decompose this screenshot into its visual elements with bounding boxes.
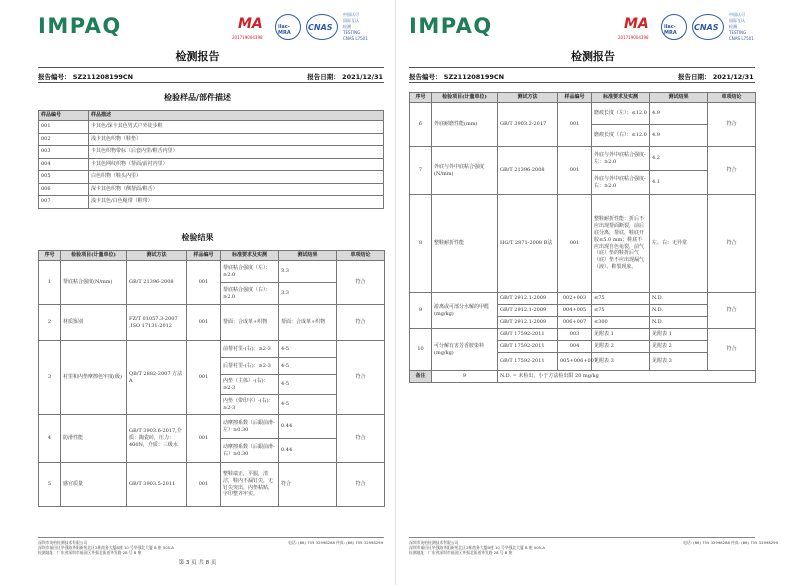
sample-cell: 004+005	[558, 305, 592, 317]
table-header-row	[39, 111, 384, 121]
requirement-cell: 内垫（带印字）-(右)：≥2-3	[221, 395, 279, 415]
table-row	[410, 103, 756, 125]
sample-no: 002	[39, 133, 89, 146]
conclusion-cell: 符合	[337, 463, 385, 507]
value-cell: 0.44	[279, 439, 337, 463]
column-header: 测试方法	[127, 251, 187, 261]
value-cell: 3.3	[279, 261, 337, 283]
value-cell: 见附表 3	[650, 353, 708, 371]
divider	[409, 82, 755, 83]
method-cell: GB/T 17592-2011	[498, 353, 558, 371]
sample-desc: 深卡其色织物（侧帮面/鞋舌）	[89, 183, 384, 196]
conclusion-cell: 符合	[708, 293, 756, 329]
sample-cell: 003	[558, 329, 592, 341]
sample-cell: 005+006+007	[558, 353, 592, 371]
footer-contact: 电话: (86) 755 32998288 传真: (86) 755 32998299	[683, 540, 778, 545]
seq-cell: 6	[410, 103, 432, 147]
table-row	[39, 121, 384, 134]
result-table	[38, 250, 385, 507]
sample-desc: 浅卡其色/白色绳带（鞋带）	[89, 196, 384, 209]
item-cell: 可分解有害芳香胺染料(mg/kg)	[432, 329, 498, 371]
item-cell: 衬里和内垫摩擦色牢度(级)	[61, 341, 127, 415]
table-row	[410, 147, 756, 171]
item-cell: 外底耐磨性能(mm)	[432, 103, 498, 147]
report-number: 报告编号： SZ211208199CN	[38, 73, 134, 81]
sample-no: 006	[39, 183, 89, 196]
requirement-cell: 内垫（主体）-(右)：≥2-3	[221, 375, 279, 395]
method-cell: GB/T 17592-2011	[498, 341, 558, 353]
value-cell: 4-5	[279, 341, 337, 358]
sample-table	[38, 110, 384, 209]
item-cell: 外底与外中底粘合强度(N/mm)	[432, 147, 498, 195]
footer-divider	[38, 537, 384, 538]
requirement-cell: 磨痕长度（右）：≤12.0	[592, 125, 650, 147]
divider	[38, 67, 384, 68]
column-header: 单项结论	[708, 93, 756, 103]
certification-marks	[232, 12, 368, 42]
column-header: 样品编号	[39, 111, 89, 121]
method-cell: GB/T 3903.6-2017,介质：陶瓷砖，压力：400N，介质：三级水	[127, 415, 187, 463]
page-title: 检测报告	[571, 50, 615, 63]
report-number: 报告编号： SZ211208199CN	[409, 73, 505, 81]
ma-cert-icon: MA 201719004398	[232, 16, 263, 40]
table-row	[39, 133, 384, 146]
table-row	[39, 415, 385, 439]
conclusion-cell: 符合	[337, 261, 385, 305]
requirement-cell: 后帮衬里-(右)：≥2-3	[221, 358, 279, 375]
sample-section-title: 检验样品/部件描述	[164, 92, 231, 102]
column-header: 样品描述	[89, 111, 384, 121]
column-header: 单项结论	[337, 251, 385, 261]
footer-contact: 电话: (86) 755 32998288 传真: (86) 755 32998299	[288, 540, 383, 545]
ilac-cert-icon: ilac-MRA	[661, 14, 687, 40]
seq-cell: 4	[39, 415, 61, 463]
requirement-cell: ≤75	[592, 305, 650, 317]
item-cell: 感官质量	[61, 463, 127, 507]
ilac-cert-icon: ilac-MRA	[275, 14, 301, 40]
ma-cert-icon: MA 201719004398	[618, 16, 649, 40]
requirement-cell: 见附表 1	[592, 329, 650, 341]
sample-cell: 006+007	[558, 317, 592, 329]
page-title: 检测报告	[175, 50, 220, 63]
requirement-cell: 动摩擦系数（后跟前滑-左）≥0.30	[221, 415, 279, 439]
certification-marks	[618, 12, 754, 42]
sample-no: 007	[39, 196, 89, 209]
report-date: 报告日期： 2021/12/31	[307, 73, 383, 81]
report-date: 报告日期： 2021/12/31	[678, 73, 754, 81]
sample-cell: 001	[187, 463, 221, 507]
method-cell: GB/T 2912.1-2009	[498, 293, 558, 305]
table-row	[39, 305, 385, 341]
method-cell: GB/T 3903.5-2011	[127, 463, 187, 507]
conclusion-cell: 符合	[337, 415, 385, 463]
sample-no: 005	[39, 171, 89, 184]
method-cell: GB/T 17592-2011	[498, 329, 558, 341]
impaq-logo: IMPAQ	[38, 14, 122, 38]
item-cell: 材质鉴别	[61, 305, 127, 341]
footer-address: 深圳市英柏检测技术有限公司 深圳市福田区华强路华阳新苑北区2栋商务大厦B座 10 号华强北大厦 B 座 505-A 检测地址：广东省深圳市福田区华强北街道华发路 28 号 B 座	[38, 540, 175, 556]
page-number: 第 3 页 共 8 页	[178, 560, 217, 566]
requirement-cell: 整鞋耐折性能：折后不应出现帮面断裂，前后底分离，帮底、鞋底开胶≤5.0 mm；鞋底不应出现自色龟裂，前气（底）垫的鞋折后气（底）垫不应出现漏气（液）、鞋裂现象。	[592, 195, 650, 293]
value-cell: 3.3	[279, 283, 337, 305]
requirement-cell: 外底与外中底粘合强度-左：≥2.0	[592, 147, 650, 171]
requirement-cell: 见附表 3	[592, 353, 650, 371]
method-cell: GB/T 2912.1-2009	[498, 305, 558, 317]
column-header: 测试结果	[650, 93, 708, 103]
item-cell: 整鞋耐折性能	[432, 195, 498, 293]
method-cell: HG/T 2871-2008 B法	[498, 195, 558, 293]
value-cell: 4.2	[650, 147, 708, 171]
conclusion-cell: 符合	[708, 147, 756, 195]
requirement-cell: 帮面：合成革+织物	[221, 305, 279, 341]
table-row	[39, 196, 384, 209]
divider	[38, 82, 384, 83]
requirement-cell: 帮底粘合强度（右）：≥2.0	[221, 283, 279, 305]
value-cell: 0.44	[279, 415, 337, 439]
value-cell: 见附表 1	[650, 329, 708, 341]
value-cell: 4-5	[279, 375, 337, 395]
sample-desc: 卡其色织物带标（后套内里/鞋舌内里）	[89, 146, 384, 159]
table-row	[410, 329, 756, 341]
column-header: 序号	[39, 251, 61, 261]
requirement-cell: 帮底粘合强度（左）：≥2.0	[221, 261, 279, 283]
note-seq: 9	[432, 371, 498, 383]
conclusion-cell: 符合	[337, 305, 385, 341]
seq-cell: 1	[39, 261, 61, 305]
seq-cell: 2	[39, 305, 61, 341]
sample-cell: 001	[187, 305, 221, 341]
sample-no: 004	[39, 158, 89, 171]
cnas-cert-icon: CNAS	[306, 14, 338, 40]
column-header: 样品编号	[558, 93, 592, 103]
column-header: 标准要求及实测	[221, 251, 279, 261]
seq-cell: 9	[410, 293, 432, 329]
table-header-row	[410, 93, 756, 103]
requirement-cell: ≤75	[592, 293, 650, 305]
column-header: 检验项目(计量单位)	[61, 251, 127, 261]
seq-cell: 7	[410, 147, 432, 195]
conclusion-cell: 符合	[708, 329, 756, 371]
sample-desc: 卡其色网纹织物（帮面/前衬内里）	[89, 158, 384, 171]
sample-desc: 浅卡其色织物（鞋垫）	[89, 133, 384, 146]
value-cell: 见附表 2	[650, 341, 708, 353]
footer-address: 深圳市英柏检测技术有限公司 深圳市福田区华强路华阳新苑北区2栋商务大厦B座 10 号华强北大厦 B 座 505-A 检测地址：广东省深圳市福田区华强北街道华发路 28 号 B 座	[409, 540, 546, 556]
cnas-cert-icon: CNAS	[692, 14, 724, 40]
method-cell: QB/T 2882-2007 方法A	[127, 341, 187, 415]
value-cell: N.D.	[650, 293, 708, 305]
sample-no: 003	[39, 146, 89, 159]
seq-cell: 5	[39, 463, 61, 507]
item-cell: 游离或可部分水解的甲醛(mg/kg)	[432, 293, 498, 329]
sample-cell: 001	[187, 415, 221, 463]
column-header: 序号	[410, 93, 432, 103]
table-row	[39, 183, 384, 196]
sample-cell: 004	[558, 341, 592, 353]
method-cell: GB/T 21396-2008	[127, 261, 187, 305]
item-cell: 帮底粘合强度(N/mm)	[61, 261, 127, 305]
cnas-caption: 中国认可 国际互认 检测 TESTING CNAS L7501	[729, 12, 754, 41]
sample-cell: 001	[558, 103, 592, 147]
sample-desc: 卡其色/深卡其色男式户外徒步鞋	[89, 121, 384, 134]
sample-cell: 001	[187, 261, 221, 305]
requirement-cell: 整鞋端正，平服，清洁，鞋内不漏钉尖，无钉尖突出，内垫粘贴，字印整齐牢实。	[221, 463, 279, 507]
value-cell: 4.9	[650, 103, 708, 125]
table-row	[39, 341, 385, 358]
method-cell: FZ/T 01057.3-2007 ,ISO 17131:2012	[127, 305, 187, 341]
conclusion-cell: 符合	[708, 103, 756, 147]
sample-cell: 002+003	[558, 293, 592, 305]
table-row	[39, 158, 384, 171]
requirement-cell: 前帮衬里-(右)：≥2-3	[221, 341, 279, 358]
requirement-cell: ≤300	[592, 317, 650, 329]
table-row	[410, 195, 756, 293]
value-cell: 符合	[279, 463, 337, 507]
sample-desc: 白色织物（鞋头内里）	[89, 171, 384, 184]
value-cell: 4-5	[279, 395, 337, 415]
value-cell: 左、右：无异常	[650, 195, 708, 293]
table-row	[39, 261, 385, 283]
note-row	[410, 371, 756, 383]
seq-cell: 10	[410, 329, 432, 371]
value-cell: 4.9	[650, 125, 708, 147]
column-header: 样品编号	[187, 251, 221, 261]
divider	[409, 67, 755, 68]
result-section-title: 检验结果	[181, 232, 214, 242]
table-row	[39, 463, 385, 507]
note-label: 备注	[410, 371, 432, 383]
method-cell: GB/T 3903.2-2017	[498, 103, 558, 147]
requirement-cell: 见附表 2	[592, 341, 650, 353]
table-row	[410, 293, 756, 305]
value-cell: 4-5	[279, 358, 337, 375]
seq-cell: 8	[410, 195, 432, 293]
column-header: 测试结果	[279, 251, 337, 261]
column-header: 检验项目(计量单位)	[432, 93, 498, 103]
sample-no: 001	[39, 121, 89, 134]
value-cell: N.D.	[650, 317, 708, 329]
method-cell: GB/T 21396-2008	[498, 147, 558, 195]
column-header: 测试方法	[498, 93, 558, 103]
value-cell: 帮面：合成革+织物	[279, 305, 337, 341]
table-row	[39, 171, 384, 184]
conclusion-cell: 符合	[337, 341, 385, 415]
item-cell: 防滑性能	[61, 415, 127, 463]
cnas-caption: 中国认可 国际互认 检测 TESTING CNAS L7501	[343, 12, 368, 41]
column-header: 标准要求及实测	[592, 93, 650, 103]
table-row	[39, 146, 384, 159]
sample-cell: 001	[187, 341, 221, 415]
footer-divider	[409, 537, 755, 538]
method-cell: GB/T 2912.1-2009	[498, 317, 558, 329]
requirement-cell: 磨痕长度（左）：≤12.0	[592, 103, 650, 125]
seq-cell: 3	[39, 341, 61, 415]
value-cell: N.D.	[650, 305, 708, 317]
sample-cell: 001	[558, 147, 592, 195]
value-cell: 4.1	[650, 171, 708, 195]
impaq-logo: IMPAQ	[409, 14, 493, 38]
conclusion-cell: 符合	[708, 195, 756, 293]
table-header-row	[39, 251, 385, 261]
requirement-cell: 外底与外中底粘合强度-右：≥2.0	[592, 171, 650, 195]
sample-cell: 001	[558, 195, 592, 293]
note-text: N.D. = 未检出，小于方法检出限 20 mg/kg	[498, 371, 756, 383]
result-table-continued	[409, 92, 756, 383]
requirement-cell: 动摩擦系数（后跟前滑-右）≥0.30	[221, 439, 279, 463]
report-page-right	[395, 0, 790, 585]
